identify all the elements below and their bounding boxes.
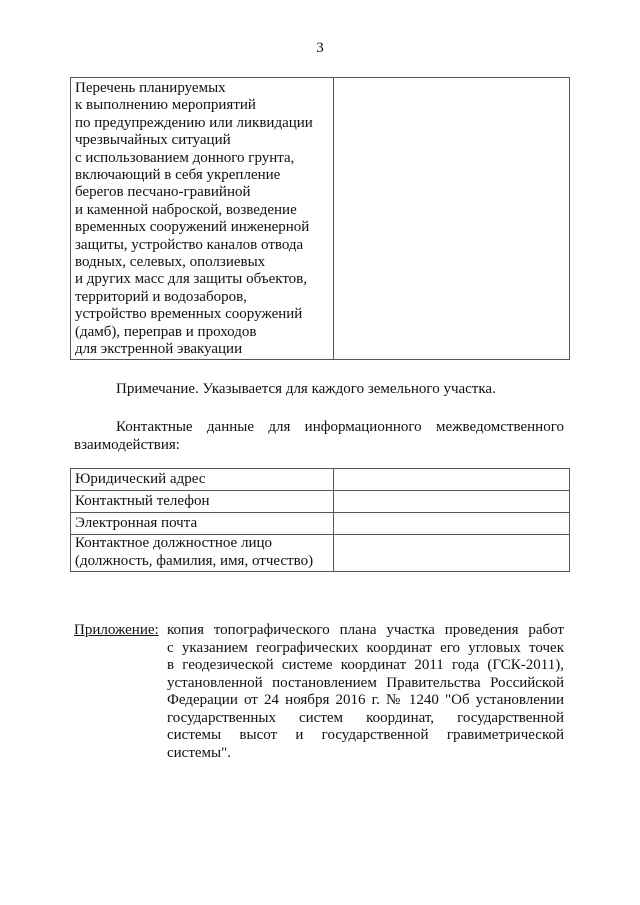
measures-label-line: к выполнению мероприятий	[75, 97, 256, 114]
table-row	[71, 491, 570, 513]
appendix-line: государственных систем координат, государственной	[167, 709, 564, 726]
appendix-line: системы высот и государственной гравиметрической	[167, 727, 564, 743]
contact-value	[334, 513, 570, 535]
measures-label-line: Перечень планируемых	[75, 80, 226, 96]
measures-label-line: включающий в себя укрепление	[75, 167, 281, 184]
contacts-intro	[74, 418, 564, 454]
contact-label: Юридический адрес	[71, 469, 334, 491]
contact-label-line: Контактное должностное лицо	[75, 535, 272, 551]
measures-label-line: и каменной наброской, возведение	[75, 201, 297, 218]
measures-label-line: чрезвычайных ситуаций	[75, 132, 231, 149]
contact-label	[71, 535, 334, 572]
measures-label-line: и других масс для защиты объектов,	[75, 271, 308, 288]
table-row	[71, 513, 570, 535]
appendix-line: Федерации от 24 ноября 2016 г. № 1240 "Об установлении	[167, 692, 564, 708]
measures-label-line: устройство временных сооружений	[75, 306, 303, 323]
contact-value	[334, 535, 570, 572]
measures-label-line: защиты, устройство каналов отвода	[75, 236, 304, 253]
measures-label-line: временных сооружений инженерной	[75, 219, 310, 236]
table-row	[71, 78, 570, 360]
measures-label-line: территорий и водозаборов,	[75, 288, 247, 305]
table-row	[71, 535, 570, 572]
measures-label-line: (дамб), переправ и проходов	[75, 323, 257, 340]
appendix-text	[167, 622, 564, 762]
measures-label-line: водных, селевых, оползиевых	[75, 254, 266, 271]
contact-value	[334, 469, 570, 491]
contacts-intro-line: взаимодействия:	[74, 437, 180, 453]
measures-label-line: с использованием донного грунта,	[75, 149, 295, 166]
measures-label-line: берегов песчано-гравийной	[75, 184, 251, 201]
table-row	[71, 469, 570, 491]
appendix-line: в геодезической системе координат 2011 года (ГСК-2011),	[167, 657, 564, 673]
appendix-line: системы".	[167, 744, 231, 761]
note-text: Примечание. Указывается для каждого земельного участка.	[116, 381, 496, 397]
contacts-table	[70, 468, 570, 572]
measures-label-cell	[71, 78, 334, 360]
page-number: 3	[316, 40, 324, 56]
contacts-intro-line: Контактные данные для информационного межведомственного	[116, 419, 564, 435]
measures-table	[70, 77, 570, 360]
measures-label-line: по предупреждению или ликвидации	[75, 114, 313, 131]
measures-label-line: для экстренной эвакуации	[75, 341, 243, 358]
contact-label: Контактный телефон	[71, 491, 334, 513]
contact-label: Электронная почта	[71, 513, 334, 535]
appendix-label: Приложение:	[74, 622, 159, 638]
appendix-line: установленной постановлением Правительства Российской	[167, 674, 564, 691]
contact-label-line: (должность, фамилия, имя, отчество)	[75, 552, 314, 569]
appendix-line: копия топографического плана участка проведения работ	[167, 622, 564, 638]
appendix-line: с указанием географических координат его угловых точек	[167, 639, 564, 656]
measures-value-cell	[334, 78, 570, 360]
contact-value	[334, 491, 570, 513]
